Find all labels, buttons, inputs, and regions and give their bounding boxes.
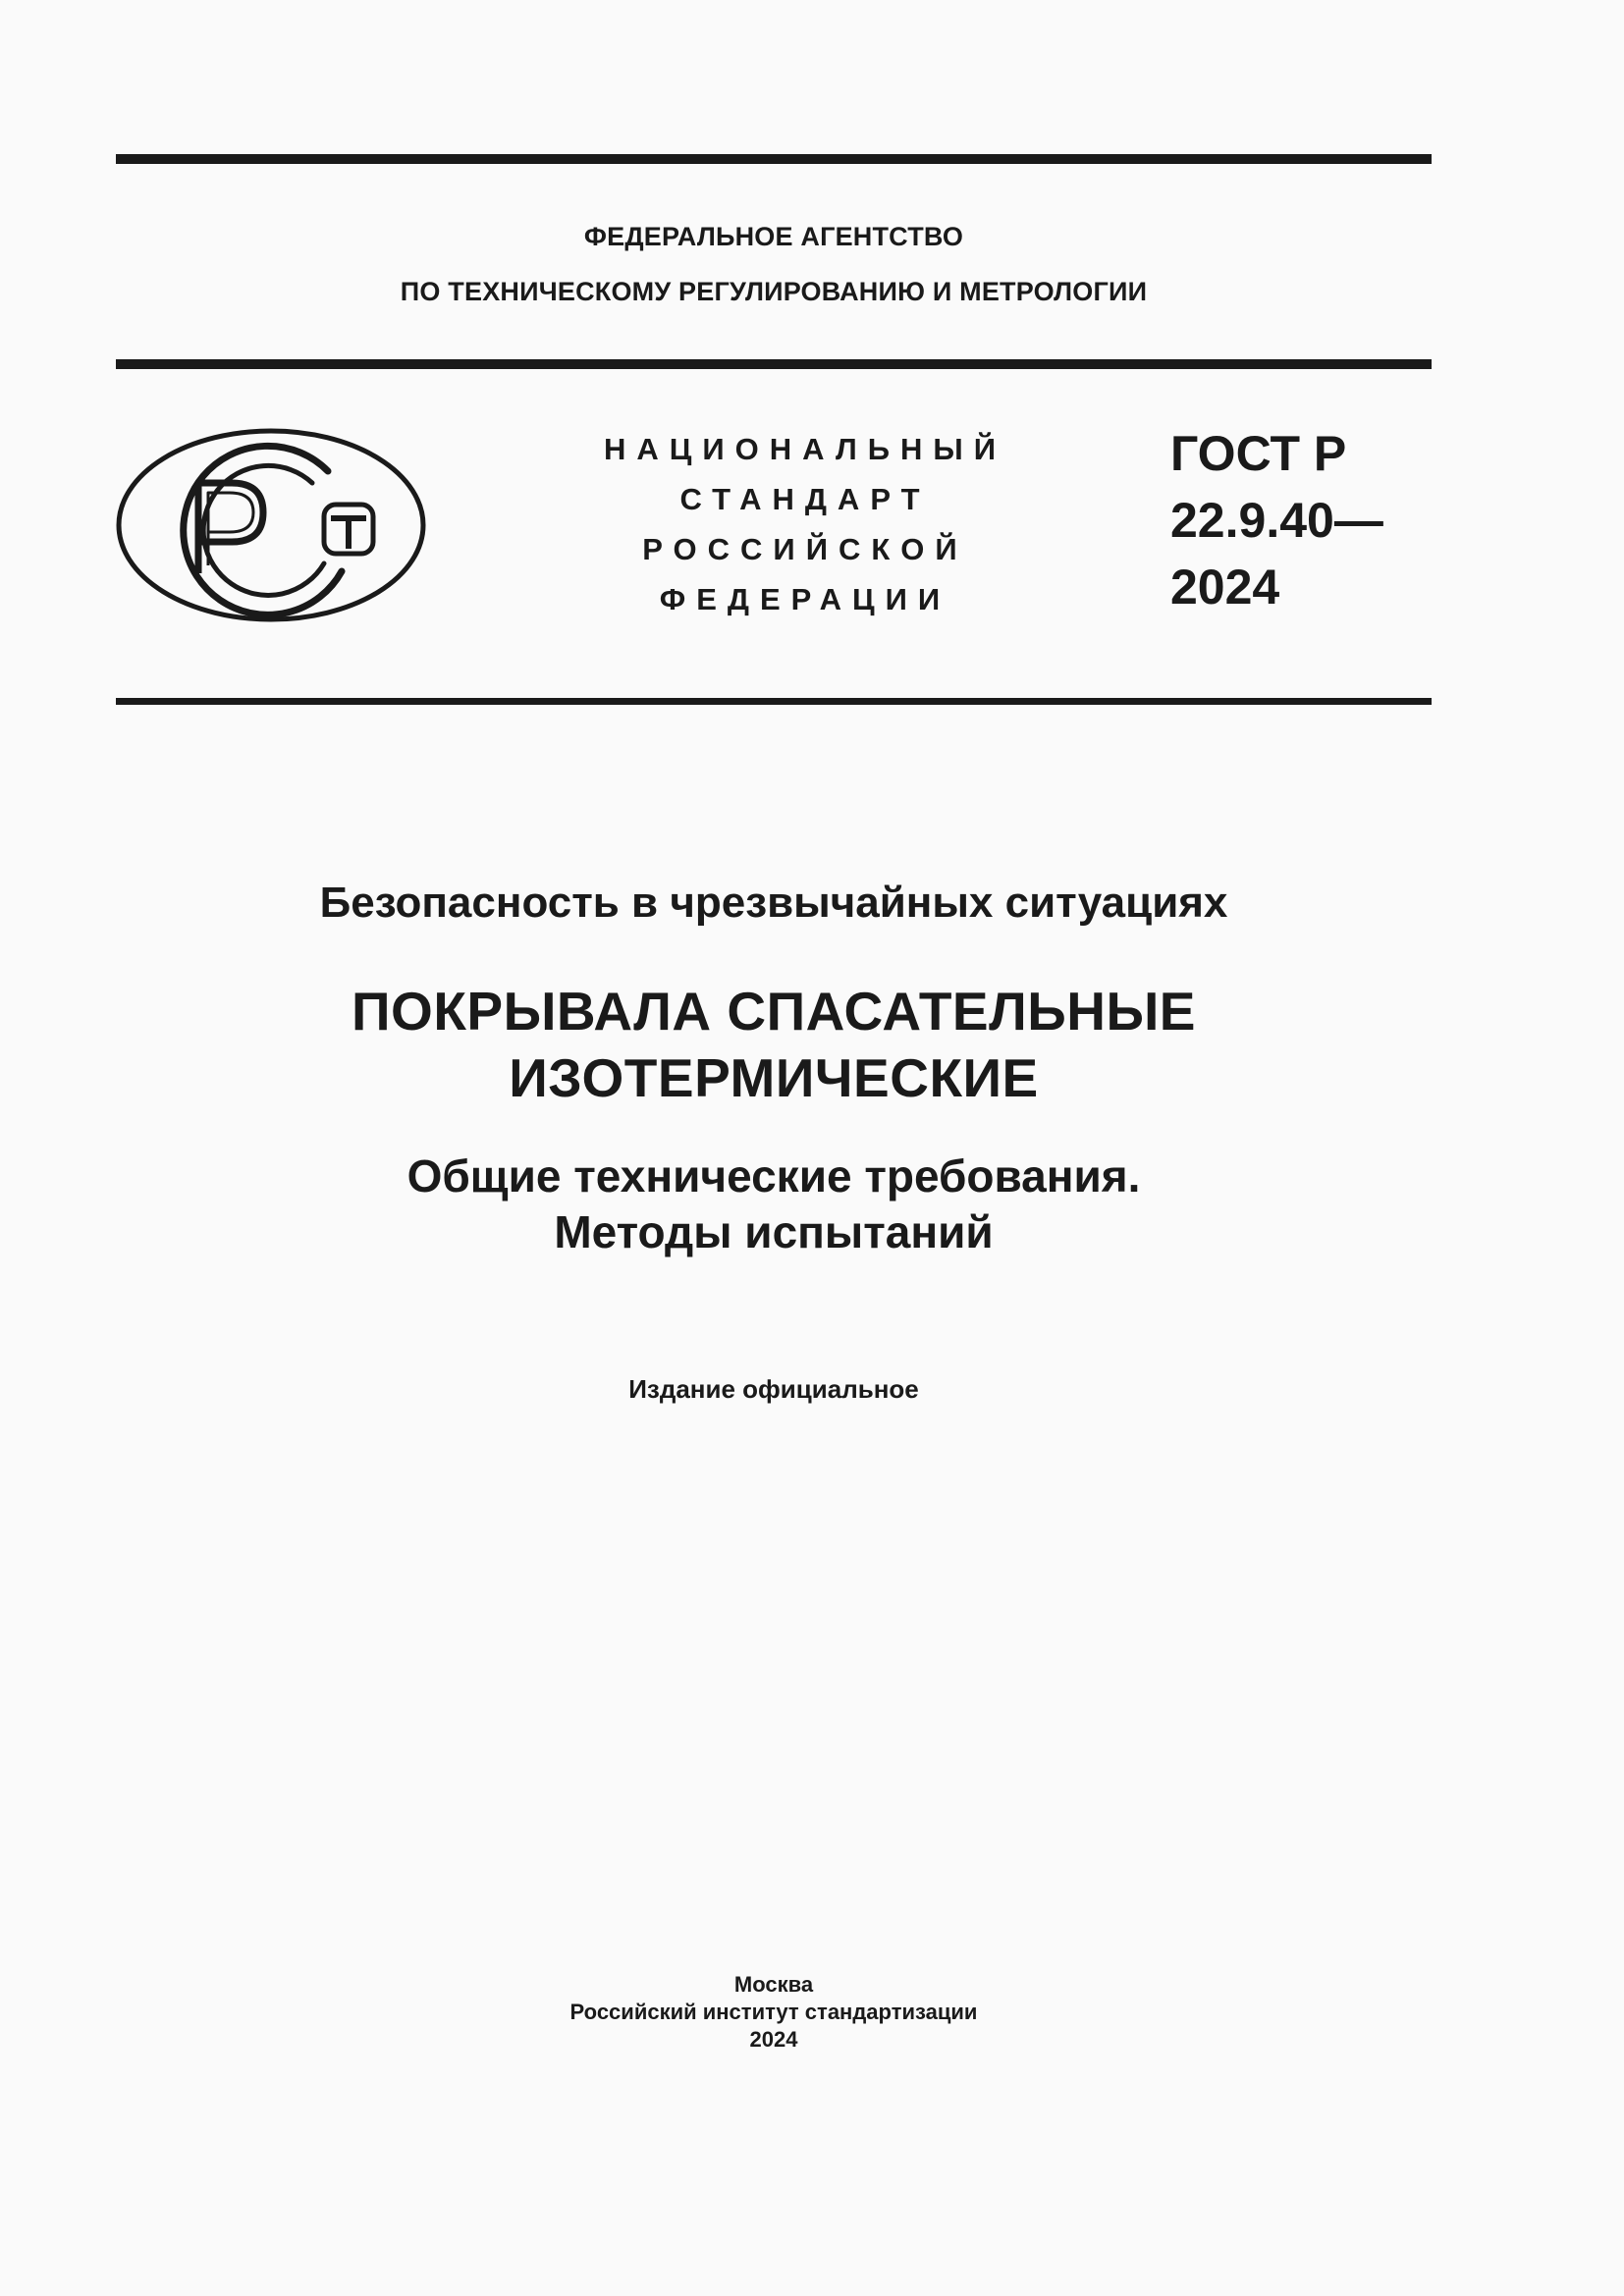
- title-line: ИЗОТЕРМИЧЕСКИЕ: [509, 1047, 1039, 1108]
- national-standard-line: РОССИЙСКОЙ: [642, 532, 968, 566]
- subtitle-line: Методы испытаний: [554, 1206, 994, 1257]
- document-subject: Безопасность в чрезвычайных ситуациях: [319, 879, 1228, 927]
- designation-line: 2024: [1170, 560, 1280, 614]
- national-standard-line: ФЕДЕРАЦИИ: [659, 582, 951, 616]
- designation-line: ГОСТ Р: [1170, 426, 1347, 481]
- national-standard-line: НАЦИОНАЛЬНЫЙ: [603, 432, 1007, 466]
- national-standard-line: СТАНДАРТ: [679, 482, 931, 516]
- imprint-publisher: Российский институт стандартизации: [569, 2000, 978, 2024]
- edition-label: Издание официальное: [628, 1374, 919, 1404]
- gost-r-rst-emblem-icon: [116, 428, 426, 622]
- document-title: [116, 978, 1432, 1111]
- document-subtitle: [116, 1148, 1432, 1260]
- subtitle-line: Общие технические требования.: [406, 1150, 1141, 1201]
- standard-designation: [1170, 420, 1383, 620]
- top-rule: [116, 154, 1432, 164]
- bottom-rule: [116, 698, 1432, 705]
- imprint-city: Москва: [733, 1972, 814, 1997]
- designation-line: 22.9.40—: [1170, 493, 1383, 548]
- national-standard-label: [550, 424, 1060, 624]
- title-line: ПОКРЫВАЛА СПАСАТЕЛЬНЫЕ: [352, 981, 1196, 1041]
- agency-name-line2: ПО ТЕХНИЧЕСКОМУ РЕГУЛИРОВАНИЮ И МЕТРОЛОГИИ: [400, 277, 1148, 306]
- middle-rule: [116, 359, 1432, 369]
- imprint-year: 2024: [749, 2027, 798, 2052]
- imprint: [116, 1971, 1432, 2054]
- agency-name-line1: ФЕДЕРАЛЬНОЕ АГЕНТСТВО: [583, 222, 964, 251]
